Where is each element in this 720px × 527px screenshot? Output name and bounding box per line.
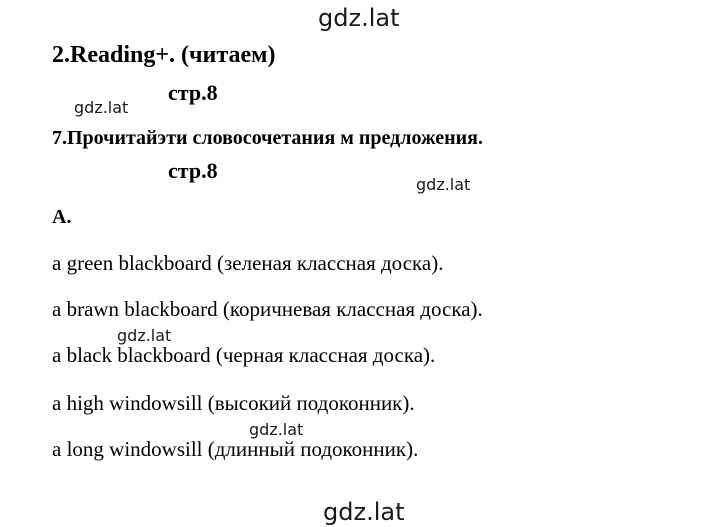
watermark-lower: gdz.lat bbox=[249, 420, 304, 439]
phrase-line: a brawn blackboard (коричневая классная доска). bbox=[52, 297, 483, 321]
task-title: 7.Прочитайэти словосочетания м предложения. bbox=[52, 127, 483, 149]
phrase-line: a high windowsill (высокий подоконник). bbox=[52, 391, 415, 415]
watermark-left: gdz.lat bbox=[74, 98, 129, 117]
section-label: А. bbox=[52, 206, 72, 228]
page-ref-1: стр.8 bbox=[168, 80, 218, 105]
phrase-line: a long windowsill (длинный подоконник). bbox=[52, 437, 419, 461]
phrase-line: a black blackboard (черная классная доска). bbox=[52, 343, 436, 367]
exercise-heading: 2.Reading+. (читаем) bbox=[52, 42, 276, 68]
watermark-top: gdz.lat bbox=[318, 4, 400, 32]
watermark-mid: gdz.lat bbox=[117, 326, 172, 345]
watermark-right: gdz.lat bbox=[416, 175, 471, 194]
phrase-line: a green blackboard (зеленая классная доска). bbox=[52, 251, 444, 275]
watermark-bottom: gdz.lat bbox=[323, 498, 405, 526]
page-ref-2: стр.8 bbox=[168, 158, 218, 183]
